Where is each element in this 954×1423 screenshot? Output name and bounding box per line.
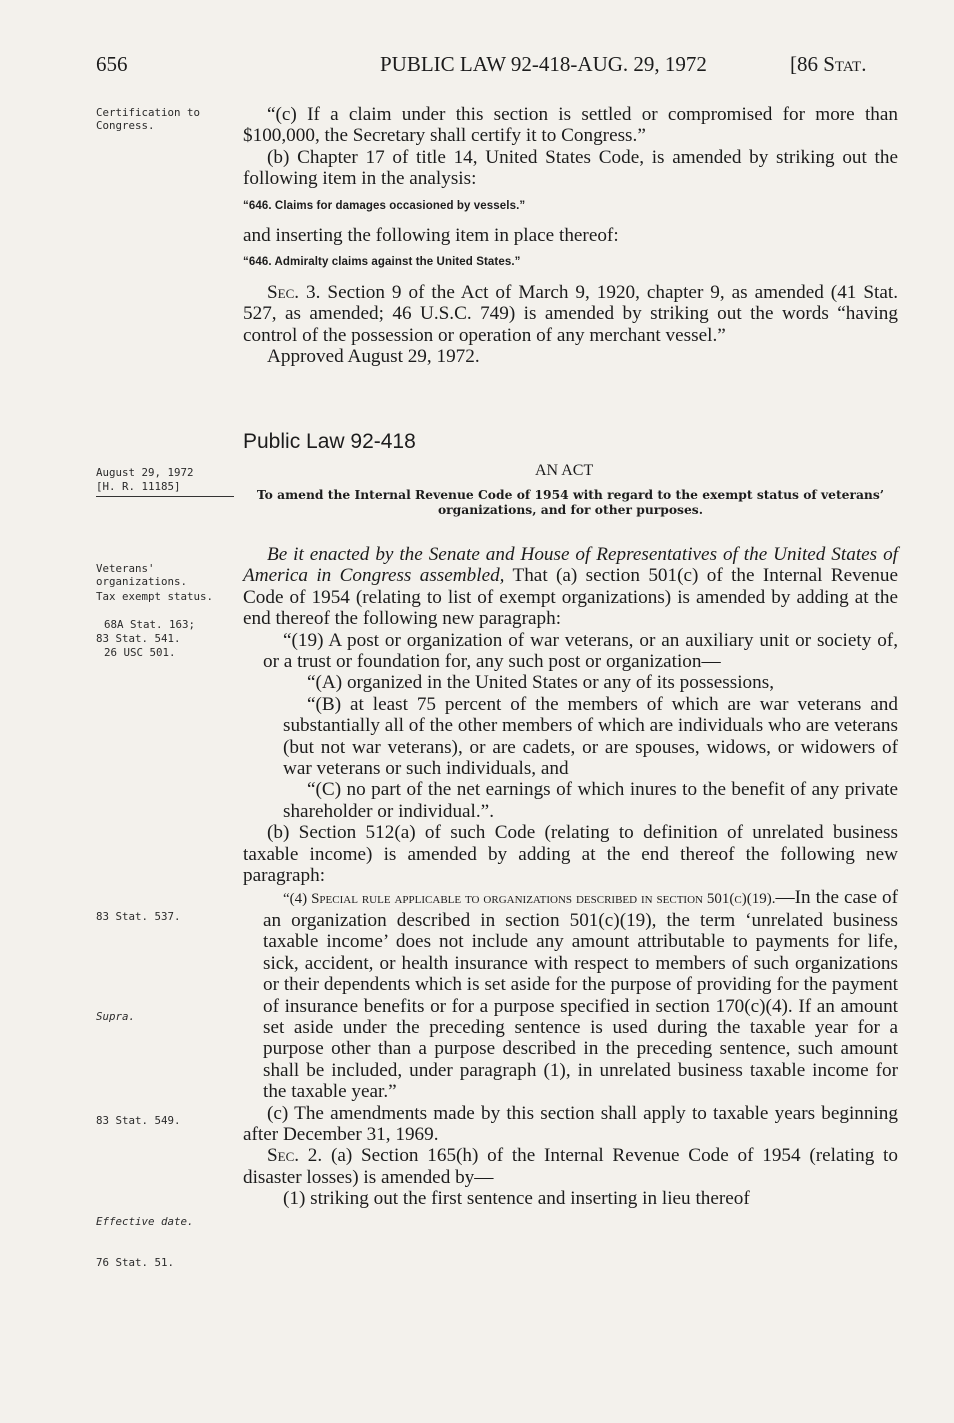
margin-note-cite-26usc: 26 USC 501. — [104, 646, 176, 659]
margin-note-effective: Effective date. — [96, 1215, 194, 1228]
approved-line: Approved August 29, 1972. — [267, 346, 480, 368]
act-heading: AN ACT — [535, 462, 594, 479]
margin-note-cite-83: 83 Stat. 541. — [96, 632, 181, 645]
paragraph-19-c: “(C) no part of the net earnings of which inures to the benefit of any private shareholder or individual.”. — [283, 779, 898, 822]
margin-note-date: August 29, 1972 — [96, 466, 194, 479]
enacting-clause — [243, 544, 898, 630]
section-3 — [243, 282, 898, 346]
paragraph-4-text: —In the case of an organization described in section 501(c)(19), the term ‘unrelated business taxable income’ does not include any amount attributable to payments for life, sick, accident, or health insurance with respect to members of such organizations or their dependents which is set aside for the purpose of providing for the payment of insurance benefits or for a purpose specified in section 170(c)(4). If an amount set aside under the preceding sentence is used during the taxable year for a purpose other than a purpose described in the preceding sentence, such amount shall be included, under paragraph (1), in unrelated business taxable income for the taxable year.” — [263, 886, 898, 1103]
paragraph-19-a: “(A) organized in the United States or any of its possessions, — [307, 672, 774, 694]
and-inserting: and inserting the following item in place thereof: — [243, 225, 619, 247]
section-2-item-1: (1) striking out the first sentence and inserting in lieu thereof — [283, 1188, 750, 1210]
subsection-1-b: (b) Section 512(a) of such Code (relating to definition of unrelated business taxable income) is amended by adding at the end thereof the following new paragraph: — [243, 822, 898, 887]
margin-rule — [96, 496, 234, 497]
paragraph-4-heading: “(4) Special rule applicable to organizations described in section 501(c)(19). — [283, 890, 776, 907]
margin-note-supra: Supra. — [96, 1010, 136, 1023]
margin-note-stat537: 83 Stat. 537. — [96, 910, 181, 923]
subsection-1-c: (c) The amendments made by this section shall apply to taxable years beginning after December 31, 1969. — [243, 1102, 898, 1145]
margin-note-tax-exempt: Tax exempt status. — [96, 590, 214, 603]
paragraph-19: “(19) A post or organization of war veterans, or an auxiliary unit or society of, or a trust or foundation for, any such post or organization— — [263, 629, 898, 673]
section-2-text: (a) Section 165(h) of the Internal Revenue Code of 1954 (relating to disaster losses) is amended by— — [243, 1145, 898, 1188]
running-title: PUBLIC LAW 92-418-AUG. 29, 1972 — [380, 52, 707, 76]
section-3-text: Section 9 of the Act of March 9, 1920, chapter 9, as amended (41 Stat. 527, as amended; 46 U.S.C. 749) is amended by striking out the words “having control of the possession or operation of any merchant vessel.” — [243, 281, 898, 346]
paragraph-4 — [243, 887, 898, 1103]
paragraph-19-b: “(B) at least 75 percent of the members of which are war veterans and substantially all of the other members of which are individuals who are veterans (but not war veterans), or are cadets, or are spouses, widows, or widowers of war veterans or such individuals, and — [283, 693, 898, 780]
volume-citation: [86 Stat. — [790, 52, 867, 76]
enacting-clause-italic: Be it enacted by the Senate and House of Representatives of the United States of America in Congress assembled, — [243, 544, 898, 587]
act-purpose: To amend the Internal Revenue Code of 1954 with regard to the exempt status of veterans’ organizations, and for other purposes. — [256, 487, 885, 517]
public-law-number: Public Law 92-418 — [243, 430, 416, 453]
struck-analysis-item: “646. Claims for damages occasioned by vessels.” — [243, 199, 526, 212]
margin-note-stat51: 76 Stat. 51. — [96, 1256, 175, 1269]
margin-note-bill: [H. R. 11185] — [96, 480, 181, 493]
margin-note-cite-68a: 68A Stat. 163; — [104, 618, 196, 631]
section-2-label: Sec. 2. — [267, 1145, 323, 1167]
act-body — [243, 544, 898, 1210]
margin-note-stat549: 83 Stat. 549. — [96, 1114, 181, 1127]
margin-note-certification: Certification to Congress. — [96, 106, 201, 132]
margin-note-veterans: Veterans' organizations. — [96, 562, 188, 588]
section-3-label: Sec. 3. — [267, 281, 321, 303]
enacting-clause-rest: That (a) section 501(c) of the Internal Revenue Code of 1954 (relating to list of exempt organizations) is amended by adding at the end thereof the following new paragraph: — [243, 565, 898, 630]
page-number: 656 — [96, 52, 128, 76]
subsection-b-chapter17: (b) Chapter 17 of title 14, United States Code, is amended by striking out the following item in the analysis: — [243, 146, 898, 190]
subsection-c-certify: “(c) If a claim under this section is settled or compromised for more than $100,000, the Secretary shall certify it to Congress.” — [243, 104, 898, 147]
inserted-analysis-item: “646. Admiralty claims against the United States.” — [243, 256, 521, 269]
section-2 — [243, 1145, 898, 1188]
previous-law-section — [243, 104, 898, 367]
